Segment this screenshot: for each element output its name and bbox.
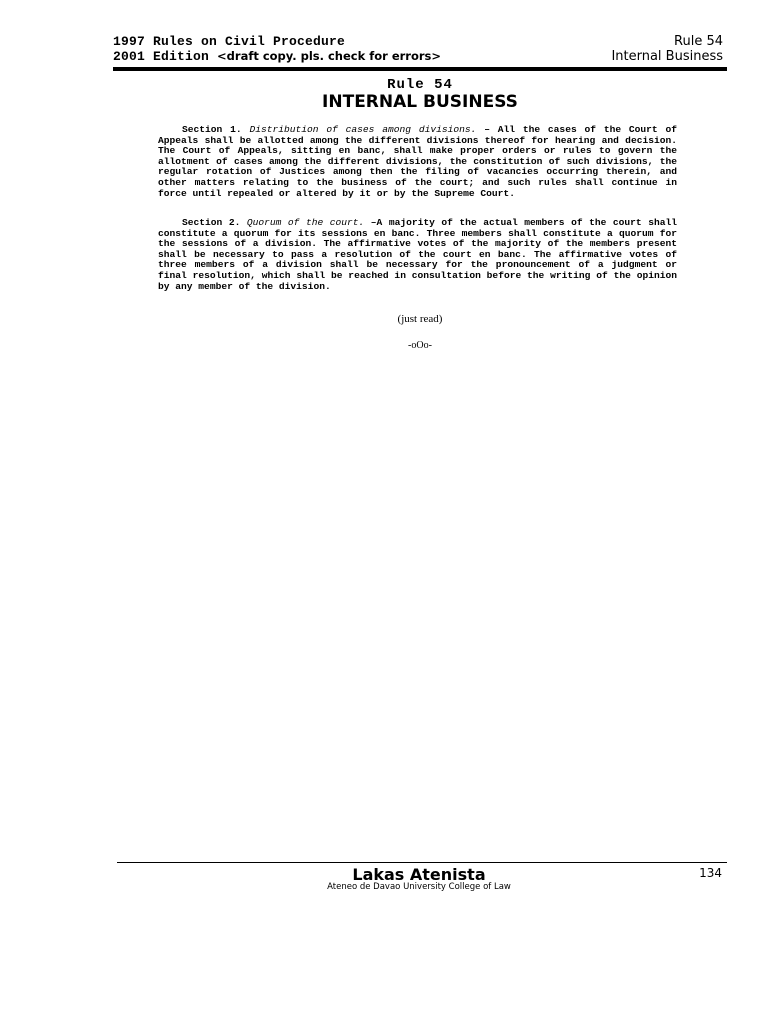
page-header [113, 34, 727, 66]
section-1-text: – All the cases of the Court of Appeals shall be allotted among the different divisions thereof for hearing and decision. The Court of Appeals, sitting en banc, shall make proper orders or rules to govern the allotment of cases among the different divisions, the constitution of such divisions, the regular rotation of Justices among then the filing of vacancies occurring therein, and other matters relating to the business of the court; and such rules shall continue in force until repealed or altered by it or by the Supreme Court. [158, 124, 678, 199]
section-2-label: Section 2. [182, 217, 241, 228]
header-edition-line [113, 49, 441, 64]
header-book-title: 1997 Rules on Civil Procedure [113, 34, 346, 49]
header-draft-note: <draft copy. pls. check for errors> [217, 49, 442, 63]
header-divider [113, 67, 727, 71]
header-book-info [113, 34, 441, 64]
header-edition: 2001 Edition [113, 49, 218, 64]
section-1-caption: Distribution of cases among divisions. [249, 124, 477, 135]
section-2-caption: Quorum of the court. [246, 217, 365, 228]
section-1-label: Section 1. [182, 124, 242, 135]
rule-title-heading: INTERNAL BUSINESS [322, 92, 518, 112]
header-rule-number: Rule 54 [674, 34, 723, 49]
section-1-paragraph [158, 125, 677, 199]
just-read-note: (just read) [397, 313, 443, 325]
header-rule-name: Internal Business [611, 49, 723, 64]
footer-subtitle: Ateneo de Davao University College of Law [327, 882, 511, 892]
page-number: 134 [699, 866, 722, 880]
section-2-text: –A majority of the actual members of the court shall constitute a quorum for its sessions en banc. Three members shall constitute a quorum for the sessions of a division. The affirmative votes of the majority of the members present shall be necessary to pass a resolution of the court en banc. The affirmative votes of three members of a division shall be necessary for the pronouncement of a judgment or final resolution, which shall be reached in consultation before the writing of the opinion by any member of the division. [158, 217, 677, 292]
footer-title: Lakas Atenista [352, 865, 486, 884]
footer-divider [117, 862, 727, 863]
section-2-paragraph [158, 218, 677, 292]
end-mark: -oOo- [408, 340, 432, 351]
rule-number-heading: Rule 54 [387, 77, 453, 93]
header-rule-info [611, 34, 723, 64]
